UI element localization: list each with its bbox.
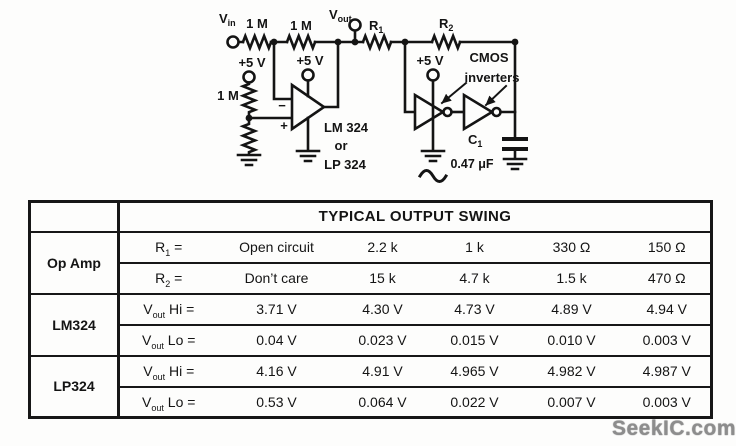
ground-inverter	[422, 151, 444, 161]
resistor-r1	[363, 36, 391, 48]
table-cell: 1 k	[430, 232, 520, 263]
cmos-label-line1: CMOS	[469, 50, 509, 65]
table-corner-cell	[30, 202, 119, 232]
r1-label: $R_1$	[369, 18, 384, 35]
row-label-vout-lo: $V_{out}$ Lo =	[119, 325, 218, 356]
c1-label: $C_1$	[468, 132, 483, 149]
cmos-label-line2: inverters	[464, 70, 520, 85]
wire-opamp-output	[324, 42, 338, 107]
table-cell: 330 Ω	[520, 232, 624, 263]
table-cell: 2.2 k	[336, 232, 430, 263]
divider-resistor-label: 1 M	[217, 88, 239, 103]
cmos-arrow-2	[486, 86, 506, 105]
table-cell: 0.04 V	[218, 325, 336, 356]
row-label-r2: $R_2$ =	[119, 263, 218, 294]
circuit-schematic	[0, 0, 736, 196]
table-cell: 15 k	[336, 263, 430, 294]
inverter-supply-label: +5 V	[416, 53, 444, 68]
sine-symbol	[420, 171, 446, 182]
resistor-r2	[432, 36, 460, 48]
table-cell: 4.30 V	[336, 294, 430, 325]
table-cell: Open circuit	[218, 232, 336, 263]
table-cell: 0.010 V	[520, 325, 624, 356]
table-title: TYPICAL OUTPUT SWING	[119, 202, 712, 232]
table-cell: 0.003 V	[624, 325, 712, 356]
vin-terminal	[228, 37, 239, 48]
row-label-vout-hi: $V_{out}$ Hi =	[119, 356, 218, 387]
table-cell: 4.16 V	[218, 356, 336, 387]
typical-output-swing-table	[28, 200, 713, 419]
table-cell: Don’t care	[218, 263, 336, 294]
opamp-plus-sign: +	[280, 118, 288, 133]
opamp-name-line1: LM 324	[323, 120, 369, 135]
capacitor-c1-plates	[504, 139, 526, 149]
table-cell: 3.71 V	[218, 294, 336, 325]
row-group-lp324: LP324	[30, 356, 119, 418]
opamp-minus-sign: −	[278, 98, 286, 113]
row-label-vout-hi: $V_{out}$ Hi =	[119, 294, 218, 325]
row-label-r1: $R_1$ =	[119, 232, 218, 263]
table-cell: 0.003 V	[624, 387, 712, 418]
table-cell: 4.987 V	[624, 356, 712, 387]
row-group-lm324: LM324	[30, 294, 119, 356]
opamp-name-line3: LP 324	[324, 157, 366, 172]
table-cell: 150 Ω	[624, 232, 712, 263]
ground-opamp	[297, 151, 319, 161]
c1-value-label: 0.47 μF	[450, 157, 494, 171]
row-label-vout-lo: $V_{out}$ Lo =	[119, 387, 218, 418]
table-cell: 0.53 V	[218, 387, 336, 418]
r2-label: $R_2$	[439, 16, 454, 33]
table-cell: 0.007 V	[520, 387, 624, 418]
table-cell: 4.965 V	[430, 356, 520, 387]
vin-label: $V_{in}$	[219, 11, 236, 28]
divider-resistor-bottom	[243, 118, 255, 154]
cmos-arrow-1	[442, 83, 466, 103]
inverter2-symbol	[464, 95, 492, 129]
input-resistor-label: 1 M	[246, 16, 268, 31]
ground-divider	[238, 155, 260, 165]
opamp-name-line2: or	[334, 138, 348, 153]
table-cell: 470 Ω	[624, 263, 712, 294]
table-cell: 4.73 V	[430, 294, 520, 325]
divider-supply-label: +5 V	[238, 55, 266, 70]
table-cell: 0.022 V	[430, 387, 520, 418]
table-cell: 4.982 V	[520, 356, 624, 387]
input-resistor	[243, 36, 271, 48]
row-group-op-amp: Op Amp	[30, 232, 119, 294]
table-cell: 4.94 V	[624, 294, 712, 325]
inverter-supply-terminal	[428, 70, 439, 81]
divider-supply-terminal	[244, 72, 255, 83]
seekic-watermark: SeekIC.com	[612, 417, 736, 440]
divider-resistor-top	[243, 83, 255, 119]
inverter1-symbol	[415, 95, 443, 129]
table-cell: 0.064 V	[336, 387, 430, 418]
table-cell: 0.015 V	[430, 325, 520, 356]
table-cell: 4.89 V	[520, 294, 624, 325]
opamp-supply-label: +5 V	[296, 53, 324, 68]
wire-inverter-input	[405, 42, 415, 112]
table-cell: 4.7 k	[430, 263, 520, 294]
table-cell: 4.91 V	[336, 356, 430, 387]
feedback-resistor-label: 1 M	[290, 18, 312, 33]
table-cell: 0.023 V	[336, 325, 430, 356]
opamp-supply-terminal	[303, 70, 314, 81]
vout-label: $V_{out}$	[329, 7, 352, 24]
wire-inverting-input	[274, 42, 292, 99]
table-cell: 1.5 k	[520, 263, 624, 294]
ground-capacitor	[504, 159, 526, 169]
feedback-resistor	[287, 36, 315, 48]
